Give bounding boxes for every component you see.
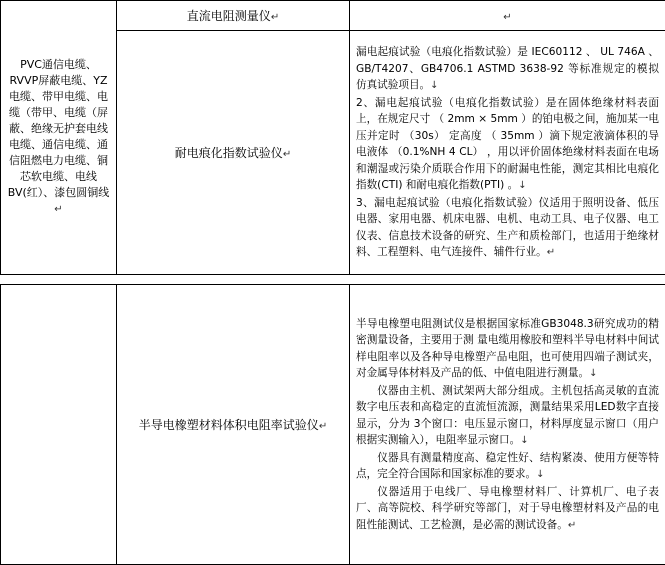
description-paragraph: 仪器由主机、测试架两大部分组成。主机包括高灵敏的直流数字电压表和高稳定的直流恒流源，测量结果采用LED数字直接显示，分为 3个窗口：电压显示窗口，材料厚度显示窗口（用户根据实测输入），电阻率显示窗口。↓ [356, 383, 659, 450]
header-desc-cell [350, 1, 665, 31]
description-paragraph: 2、漏电起痕试验（电痕化指数试验）是在固体绝缘材料表面上，在规定尺寸 （ 2mm × 5mm ）的铂电极之间，施加某一电压并定时 （30s） 定高度 （ 35mm ）滴下规定液滴体积的导电液体 （0.1%NH 4 CL） ，用以评价固体绝缘材料表面在电场和潮湿或污染介质联合作用下的耐漏电性能，测定其相比电痕化指数(CTI) 和耐电痕化指数(PTI) 。↓ [356, 95, 659, 195]
description-paragraph: 仪器适用于电线厂、导电橡塑材料厂、计算机厂、电子表厂、高等院校、科学研究等部门，对于导电橡塑材料及产品的电阻性能测试、工艺检测，是必需的测试设备。↵ [356, 484, 659, 535]
product-description-cell [350, 285, 665, 565]
product-table-2 [0, 284, 665, 565]
cell-end-mark: ↵ [503, 12, 511, 23]
description-paragraph: 半导电橡塑电阻测试仪是根据国家标准GB3048.3研究成功的精密测量设备，主要用于测 量电缆用橡胶和塑料半导电材料中间试样电阻率以及各种导电橡塑产品电阻，也可使用四端子测试夹，对金属导体材料及产品的低、中值电阻进行测量。↓ [356, 316, 659, 383]
description-paragraph: 3、漏电起痕试验（电痕化指数试验）仪适用于照明设备、低压电器、家用电器、机床电器、电机、电动工具、电子仪器、电工仪表、信息技术设备的研究、生产和质检部门，也适用于绝缘材料、工程塑料、电气连接件、辅件行业。↵ [356, 195, 659, 262]
product-name-cell [117, 31, 350, 275]
product-name: 半导电橡塑材料体积电阻率试验仪 [139, 418, 319, 432]
cell-end-mark: ↵ [271, 12, 279, 23]
empty-category-cell [1, 285, 117, 565]
product-description-cell [350, 31, 665, 275]
cell-end-mark: ↵ [54, 204, 62, 215]
header-product-cell [117, 1, 350, 31]
description-paragraph: 仪器具有测量精度高、稳定性好、结构紧凑、使用方便等特点，完全符合国际和国家标准的要求。↓ [356, 450, 659, 484]
cell-end-mark: ↵ [319, 421, 327, 432]
product-name-cell [117, 285, 350, 565]
product-table-1 [0, 0, 665, 275]
cable-category-text: PVC通信电缆、RVVP屏蔽电缆、YZ电缆、带甲电缆、电缆（带甲、电缆（屏蔽、绝缘无护套电线电缆、通信电缆、通信阻燃电力电缆、铜芯软电缆、电线BV(红）、漆包圆铜线 [8, 58, 110, 199]
product-name: 耐电痕化指数试验仪 [175, 146, 283, 160]
cable-category-cell [1, 1, 117, 275]
header-product-name: 直流电阻测量仪 [187, 9, 271, 23]
cell-end-mark: ↵ [283, 149, 291, 160]
table-gap [0, 275, 665, 283]
description-paragraph: 漏电起痕试验（电痕化指数试验）是 IEC60112 、 UL 746A 、GB/T4207、GB4706.1 ASTMD 3638-92 等标准规定的模拟仿真试验项目。↓ [356, 44, 659, 95]
